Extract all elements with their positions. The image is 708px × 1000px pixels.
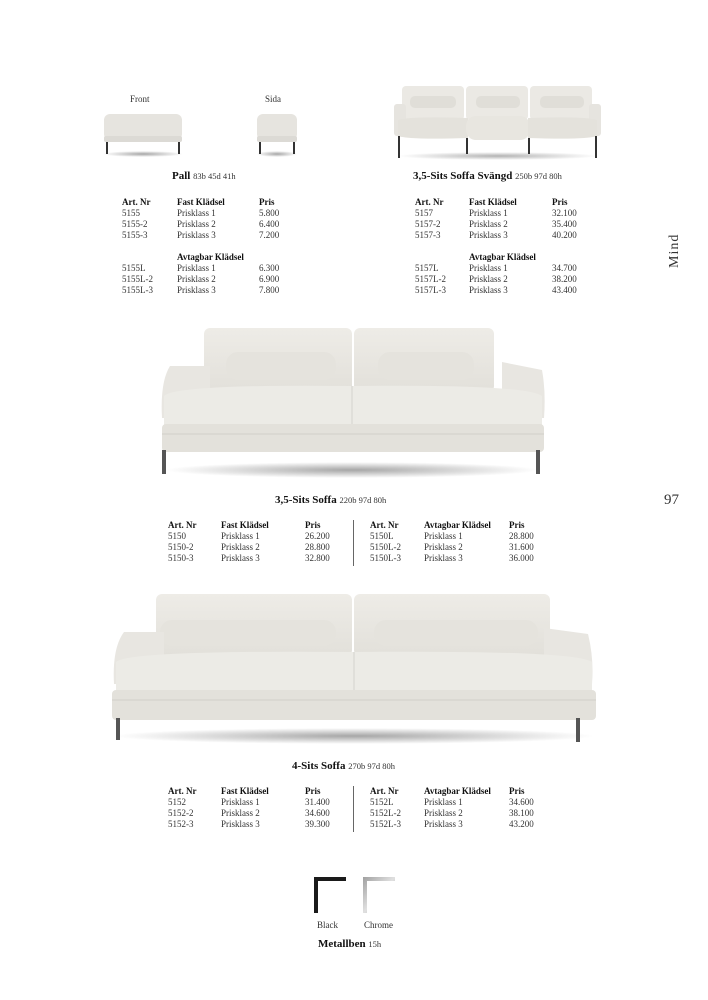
col-header: Pris: [509, 786, 525, 796]
cell: Prisklass 1: [221, 531, 260, 541]
table-row: [168, 553, 349, 564]
cell: 5157L-2: [415, 274, 446, 284]
table-row: [168, 808, 349, 819]
table-row: [370, 808, 549, 819]
soffa4-name: 4-Sits Soffa: [292, 760, 346, 772]
cell: 7.800: [259, 285, 280, 295]
cell: 5157L-3: [415, 285, 446, 295]
cell: Prisklass 1: [424, 531, 463, 541]
cell: Prisklass 1: [469, 208, 508, 218]
pall-front-image: [100, 108, 186, 158]
cell: Prisklass 2: [424, 542, 463, 552]
soffa4-image: [104, 588, 604, 748]
cell: Prisklass 1: [177, 208, 216, 218]
legs-dims: 15h: [368, 939, 382, 949]
cell: 26.200: [305, 531, 330, 541]
col-header: Art. Nr: [168, 520, 197, 530]
cell: Prisklass 1: [177, 263, 216, 273]
soffa35-name: 3,5-Sits Soffa: [275, 494, 337, 506]
cell: 5155: [122, 208, 140, 218]
cell: Prisklass 2: [424, 808, 463, 818]
leg-chrome-label: Chrome: [364, 920, 393, 930]
cell: Prisklass 2: [177, 274, 216, 284]
soffa4-removable-table: [370, 786, 549, 830]
table-row: [370, 797, 549, 808]
soffa4-dims: 270b 97d 80h: [348, 761, 395, 771]
col-header: Art. Nr: [415, 197, 444, 207]
cell: 36.000: [509, 553, 534, 563]
col-header: Pris: [305, 520, 321, 530]
table-row: [370, 819, 549, 830]
table-row: [415, 208, 592, 219]
cell: 40.200: [552, 230, 577, 240]
cell: Prisklass 3: [221, 553, 260, 563]
cell: 32.800: [305, 553, 330, 563]
cell: 5155L-2: [122, 274, 153, 284]
table-header-row: [168, 786, 349, 797]
cell: 28.800: [305, 542, 330, 552]
cell: 6.900: [259, 274, 280, 284]
cell: 5152L-3: [370, 819, 401, 829]
table-divider: [353, 520, 354, 566]
svangd-name: 3,5-Sits Soffa Svängd: [413, 170, 513, 182]
cell: 39.300: [305, 819, 330, 829]
svangd-sofa-image: [390, 82, 605, 164]
cell: Prisklass 2: [221, 542, 260, 552]
cell: 5150L-3: [370, 553, 401, 563]
cell: 34.700: [552, 263, 577, 273]
cell: Prisklass 2: [221, 808, 260, 818]
table-row: [122, 274, 299, 285]
col-header: Avtagbar Klädsel: [424, 520, 491, 530]
table-divider: [353, 786, 354, 832]
col-header: Avtagbar Klädsel: [177, 252, 244, 262]
cell: 5155L-3: [122, 285, 153, 295]
cell: Prisklass 3: [177, 285, 216, 295]
cell: 31.600: [509, 542, 534, 552]
cell: 7.200: [259, 230, 280, 240]
cell: 5155-3: [122, 230, 148, 240]
cell: Prisklass 3: [469, 230, 508, 240]
cell: 34.600: [509, 797, 534, 807]
table-header-row: [168, 520, 349, 531]
pall-front-label: Front: [130, 94, 150, 104]
col-header: Art. Nr: [370, 786, 399, 796]
col-header: Fast Klädsel: [469, 197, 517, 207]
cell: 6.300: [259, 263, 280, 273]
cell: 5152L-2: [370, 808, 401, 818]
cell: Prisklass 1: [221, 797, 260, 807]
cell: 32.100: [552, 208, 577, 218]
page-number: 97: [664, 492, 679, 508]
cell: 5152-2: [168, 808, 194, 818]
cell: Prisklass 3: [424, 819, 463, 829]
cell: 5157-2: [415, 219, 441, 229]
cell: Prisklass 3: [177, 230, 216, 240]
cell: 5157: [415, 208, 433, 218]
cell: 5152L: [370, 797, 394, 807]
cell: 43.400: [552, 285, 577, 295]
series-name-vertical: Mind: [667, 233, 682, 268]
cell: 5150-3: [168, 553, 194, 563]
col-header: Art. Nr: [168, 786, 197, 796]
soffa35-title: [275, 494, 386, 506]
cell: 5150-2: [168, 542, 194, 552]
col-header: Pris: [509, 520, 525, 530]
table-row: [168, 542, 349, 553]
table-row: [415, 230, 592, 241]
table-row: [370, 531, 549, 542]
cell: 5150L-2: [370, 542, 401, 552]
cell: 34.600: [305, 808, 330, 818]
legs-name: Metallben: [318, 938, 366, 950]
col-header: Pris: [305, 786, 321, 796]
table-row: [415, 274, 592, 285]
table-row: [415, 285, 592, 296]
soffa4-fixed-table: [168, 786, 349, 830]
cell: 5157L: [415, 263, 439, 273]
table-row: [370, 553, 549, 564]
cell: 5155-2: [122, 219, 148, 229]
col-header: Avtagbar Klädsel: [469, 252, 536, 262]
col-header: Avtagbar Klädsel: [424, 786, 491, 796]
cell: 5155L: [122, 263, 146, 273]
cell: 6.400: [259, 219, 280, 229]
soffa35-fixed-table: [168, 520, 349, 564]
table-row: [168, 819, 349, 830]
cell: Prisklass 1: [424, 797, 463, 807]
table-row: [122, 219, 299, 230]
pall-price-table: [122, 197, 299, 296]
cell: Prisklass 3: [424, 553, 463, 563]
legs-title: [318, 938, 381, 950]
soffa4-title: [292, 760, 395, 772]
table-row: [415, 219, 592, 230]
cell: 5157-3: [415, 230, 441, 240]
col-header: Art. Nr: [122, 197, 151, 207]
cell: Prisklass 2: [469, 219, 508, 229]
table-subheader-row: [415, 252, 592, 263]
cell: 5150: [168, 531, 186, 541]
pall-dims: 83b 45d 41h: [193, 171, 236, 181]
col-header: Pris: [259, 197, 275, 207]
cell: Prisklass 3: [221, 819, 260, 829]
table-row: [415, 263, 592, 274]
cell: 28.800: [509, 531, 534, 541]
soffa35-image: [156, 322, 548, 482]
pall-name: Pall: [172, 170, 191, 182]
col-header: Pris: [552, 197, 568, 207]
table-header-row: [370, 786, 549, 797]
cell: Prisklass 2: [469, 274, 508, 284]
pall-title: [172, 170, 236, 182]
svangd-dims: 250b 97d 80h: [515, 171, 562, 181]
cell: 31.400: [305, 797, 330, 807]
svangd-title: [413, 170, 562, 182]
leg-black-label: Black: [317, 920, 338, 930]
col-header: Fast Klädsel: [177, 197, 225, 207]
cell: 5152-3: [168, 819, 194, 829]
table-row: [122, 230, 299, 241]
table-row: [168, 531, 349, 542]
soffa35-dims: 220b 97d 80h: [339, 495, 387, 505]
table-row: [122, 263, 299, 274]
table-header-row: [370, 520, 549, 531]
table-row: [122, 285, 299, 296]
table-header-row: [415, 197, 592, 208]
table-row: [168, 797, 349, 808]
table-subheader-row: [122, 252, 299, 263]
cell: 38.100: [509, 808, 534, 818]
table-header-row: [122, 197, 299, 208]
cell: Prisklass 1: [469, 263, 508, 273]
cell: Prisklass 3: [469, 285, 508, 295]
soffa35-removable-table: [370, 520, 549, 564]
svangd-price-table: [415, 197, 592, 296]
cell: 5.800: [259, 208, 280, 218]
col-header: Art. Nr: [370, 520, 399, 530]
cell: Prisklass 2: [177, 219, 216, 229]
cell: 5152: [168, 797, 186, 807]
pall-side-image: [254, 108, 300, 158]
table-row: [122, 208, 299, 219]
cell: 5150L: [370, 531, 394, 541]
leg-black-swatch: [314, 877, 348, 913]
cell: 38.200: [552, 274, 577, 284]
col-header: Fast Klädsel: [221, 520, 269, 530]
leg-chrome-swatch: [363, 877, 397, 913]
cell: 35.400: [552, 219, 577, 229]
pall-side-label: Sida: [265, 94, 282, 104]
cell: 43.200: [509, 819, 534, 829]
col-header: Fast Klädsel: [221, 786, 269, 796]
table-row: [370, 542, 549, 553]
